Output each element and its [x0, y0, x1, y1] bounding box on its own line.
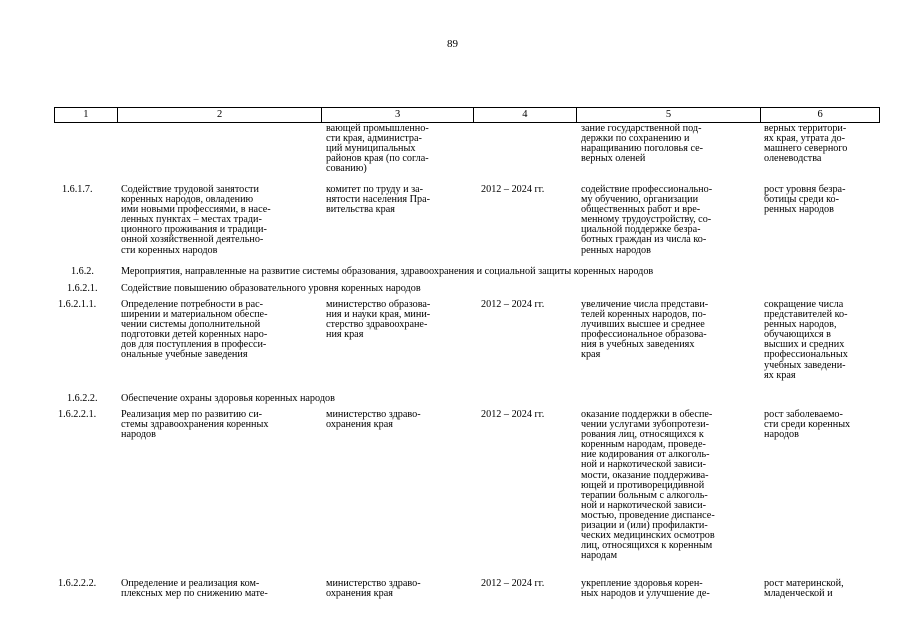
row-executor: министерство здраво- охранения края: [326, 578, 421, 600]
header-col-4: 4: [474, 108, 577, 122]
continuation-result: зание государственной под- держки по сохранению и наращиванию поголовья се- верных оленей: [581, 123, 704, 165]
header-col-2: 2: [118, 108, 323, 122]
section-title: Мероприятия, направленные на развитие системы образования, здравоохранения и социальной защиты коренных народов: [121, 266, 654, 277]
row-executor: комитет по труду и за- нятости населения Пра- вительства края: [326, 184, 431, 216]
row-measure-name: Определение потребности в рас- ширении и материальном обеспе- чении системы дополнительной подготовки детей коренных наро- дов для поступления в професси- ональные учебные заведения: [121, 299, 268, 361]
section-title: Содействие повышению образовательного уровня коренных народов: [121, 283, 421, 294]
row-period: 2012 – 2024 гг.: [481, 578, 545, 589]
row-period: 2012 – 2024 гг.: [481, 184, 545, 195]
row-executor: министерство здраво- охранения края: [326, 409, 421, 431]
row-number: 1.6.1.7.: [62, 184, 93, 195]
section-number: 1.6.2.1.: [67, 283, 98, 294]
row-risk: сокращение числа представителей ко- ренных народов, обучающихся в высших и средних профессиональных учебных заведени- ях края: [764, 299, 848, 381]
row-risk: рост материнской, младенческой и: [764, 578, 844, 600]
row-measure-name: Содействие трудовой занятости коренных народов, овладению ими новыми профессиями, в насе- ленных пунктах – местах тради- ционного проживания и традици- онной хозяйственной деятельно- сти коренных народов: [121, 184, 271, 256]
continuation-executor: вающей промышленно- сти края, администра- ций муниципальных районов края (по согла- сованию): [326, 123, 429, 175]
row-period: 2012 – 2024 гг.: [481, 409, 545, 420]
continuation-risk: верных территори- ях края, утрата до- машнего северного оленеводства: [764, 123, 848, 165]
row-number: 1.6.2.2.1.: [58, 409, 97, 420]
row-measure-name: Реализация мер по развитию си- стемы здравоохранения коренных народов: [121, 409, 269, 441]
row-number: 1.6.2.1.1.: [58, 299, 97, 310]
section-number: 1.6.2.2.: [67, 393, 98, 404]
row-measure-name: Определение и реализация ком- плексных мер по снижению мате-: [121, 578, 268, 600]
row-executor: министерство образова- ния и науки края, мини- стерство здравоохране- ния края: [326, 299, 431, 341]
row-result: увеличение числа представи- телей коренных народов, по- лучивших высшее и среднее профессиональное образова- ния в учебных заведениях края: [581, 299, 709, 361]
section-number: 1.6.2.: [71, 266, 94, 277]
page-number: 89: [447, 38, 458, 50]
header-col-5: 5: [577, 108, 762, 122]
row-number: 1.6.2.2.2.: [58, 578, 97, 589]
section-title: Обеспечение охраны здоровья коренных народов: [121, 393, 335, 404]
header-col-6: 6: [817, 109, 823, 120]
row-risk: рост заболеваемо- сти среди коренных народов: [764, 409, 851, 441]
header-col-1: 1: [55, 108, 118, 122]
row-result: содействие профессионально- му обучению, организации общественных работ и вре- менному трудоустройству, со- циальной поддержке безра- ботных граждан из числа ко- ренных народов: [581, 184, 713, 256]
row-risk: рост уровня безра- ботицы среди ко- ренных народов: [764, 184, 846, 216]
table-header-row: [54, 107, 880, 123]
row-result: укрепление здоровья корен- ных народов и улучшение де-: [581, 578, 710, 600]
row-period: 2012 – 2024 гг.: [481, 299, 545, 310]
row-result: оказание поддержки в обеспе- чении услугами зубопротези- рования лиц, относящихся к коренным народам, проведе- ние кодирования от алкоголь- ной и наркотической зависи- мости, оказание поддержива- ющей и противорецидивной терапии больным с алкоголь- ной и наркотической зависи- мостью, проведение диспансе- ризации и (или) профилакти- ческих медицинских осмотров лиц, относящихся к коренным народам: [581, 409, 715, 562]
header-col-3: 3: [322, 108, 474, 122]
